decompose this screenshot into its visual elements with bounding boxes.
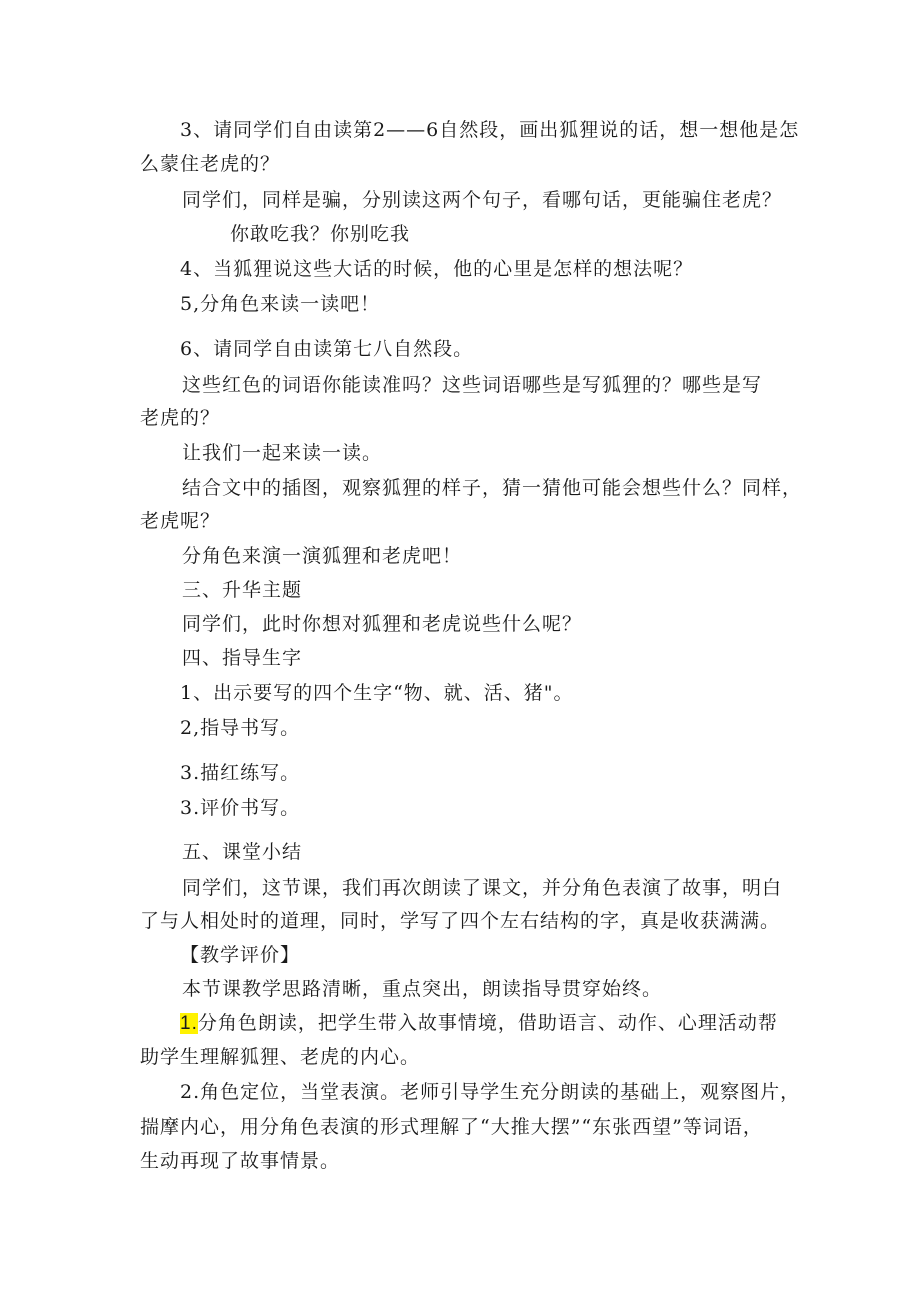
text-line: 1、出示要写的四个生字“物、就、活、猪"。 <box>180 682 574 704</box>
text-line-content: 分角色朗读，把学生带入故事情境，借助语言、动作、心理活动帮 <box>197 1012 778 1034</box>
text-line <box>180 1011 778 1036</box>
section-heading: 【教学评价】 <box>180 944 301 966</box>
text-line: 结合文中的插图，观察狐狸的样子，猜一猜他可能会想些什么？同样， <box>182 477 803 499</box>
section-heading: 三、升华主题 <box>182 579 303 601</box>
text-line: 让我们一起来读一读。 <box>182 442 383 464</box>
text-line: 同学们，同样是骗，分别读这两个句子，看哪句话，更能骗住老虎？ <box>182 189 783 211</box>
text-line: 么蒙住老虎的？ <box>140 153 281 175</box>
text-line: 助学生理解狐狸、老虎的内心。 <box>140 1046 421 1068</box>
text-line: 4、当狐狸说这些大话的时候，他的心里是怎样的想法呢？ <box>180 258 694 280</box>
section-heading: 四、指导生字 <box>182 647 303 669</box>
text-line: 同学们，这节课，我们再次朗读了课文，并分角色表演了故事，明白 <box>182 877 783 899</box>
text-line: 分角色来演一演狐狸和老虎吧！ <box>182 545 463 567</box>
text-line: 3.评价书写。 <box>180 797 301 819</box>
text-line: 6、请同学自由读第七八自然段。 <box>180 338 474 360</box>
text-line: 5,分角色来读一读吧！ <box>180 293 381 315</box>
text-line: 你敢吃我？你别吃我 <box>230 223 411 245</box>
text-line: 3.描红练写。 <box>180 762 301 784</box>
text-line: 老虎呢？ <box>140 510 221 532</box>
text-line: 2.角色定位，当堂表演。老师引导学生充分朗读的基础上，观察图片， <box>180 1081 801 1103</box>
text-line: 了与人相处时的道理，同时，学写了四个左右结构的字，真是收获满满。 <box>140 910 781 932</box>
text-line: 生动再现了故事情景。 <box>140 1150 341 1172</box>
text-line: 本节课教学思路清晰，重点突出，朗读指导贯穿始终。 <box>182 978 663 1000</box>
text-line: 老虎的？ <box>140 407 221 429</box>
text-line: 揣摩内心，用分角色表演的形式理解了“大推大摆”“东张西望”等词语， <box>140 1116 763 1138</box>
text-line: 2,指导书写。 <box>180 717 301 739</box>
section-heading: 五、课堂小结 <box>182 841 303 863</box>
text-line: 同学们，此时你想对狐狸和老虎说些什么呢？ <box>182 613 583 635</box>
text-line: 这些红色的词语你能读准吗？这些词语哪些是写狐狸的？哪些是写 <box>182 374 763 396</box>
highlighted-number: 1. <box>180 1013 198 1034</box>
text-line: 3、请同学们自由读第2——6自然段，画出狐狸说的话，想一想他是怎 <box>180 119 800 141</box>
